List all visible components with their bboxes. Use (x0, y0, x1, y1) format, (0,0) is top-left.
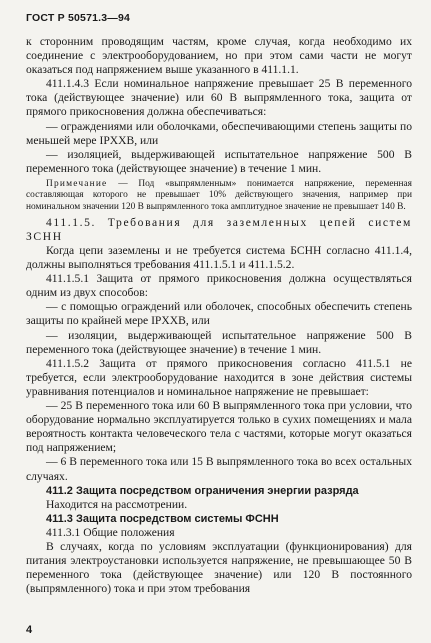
list-item-insulation: — изоляцией, выдерживающей испытательное напряжение 500 В переменного тока (действующее значение) в течение 1 мин. (26, 147, 412, 175)
paragraph-continuation: к сторонним проводящим частям, кроме случая, когда необходимо их соединение с электрооборудованием, но при этом сами части не могут оказаться под напряжением выше указанного в 411.1.1. (26, 35, 412, 77)
list-item-barriers: — с помощью ограждений или оболочек, способных обеспечить степень защиты по крайней мере IPXXB, или (26, 300, 412, 328)
list-item-insulation-2: — изоляции, выдерживающей испытательное напряжение 500 В переменного тока (действующее значение) в течение 1 мин. (26, 328, 412, 356)
note-text: — Под «выпрямленным» понимается напряжение, переменная составляющая которого не превышает 10% действующего значения, например при номинальном значении 120 В выпрямленного тока амплитудное значение не превышает 140 В. (26, 178, 412, 212)
paragraph-411-2: Находится на рассмотрении. (46, 497, 188, 511)
paragraph-411-1-5-intro: Когда цепи заземлены и не требуется система БСНН согласно 411.1.4, должны выполняться требования 411.1.5.1 и 411.1.5.2. (26, 244, 412, 272)
note (26, 179, 412, 213)
page-number: 4 (26, 624, 33, 636)
note-label: Примечание (46, 178, 108, 189)
paragraph-411-1-5-1: 411.1.5.1 Защита от прямого прикосновения должна осуществляться одним из двух способов: (26, 272, 412, 300)
section-heading-411-3: 411.3 Защита посредством системы ФСНН (46, 512, 279, 525)
list-item-6v: — 6 В переменного тока или 15 В выпрямленного тока во всех остальных случаях. (26, 455, 412, 483)
section-heading-411-2: 411.2 Защита посредством ограничения энергии разряда (46, 484, 359, 497)
document-body (26, 35, 412, 596)
document-header: ГОСТ Р 50571.3—94 (26, 12, 131, 24)
paragraph-411-1-4-3: 411.1.4.3 Если номинальное напряжение превышает 25 В переменного тока (действующее значение) или 60 В выпрямленного тока, защита от прямого прикосновения должна обеспечиваться: (26, 77, 412, 119)
paragraph-411-3-1: В случаях, когда по условиям эксплуатации (функционирования) для питания электроустановки используется напряжение, не превышающее 50 В переменного тока (действующее значение) или 120 В постоянного (выпрямленного) тока и при этом требования (26, 539, 412, 596)
list-item-enclosures: — ограждениями или оболочками, обеспечивающими степень защиты по меньшей мере IPXXB, или (26, 119, 412, 147)
section-heading-411-1-5: 411.1.5. Требования для заземленных цепей систем ЗСНН (26, 215, 412, 243)
list-item-25v: — 25 В переменного тока или 60 В выпрямленного тока при условии, что оборудование нормально эксплуатируется только в сухих помещениях и мала вероятность контакта человеческого тела с частями, которые могут оказаться под напряжением; (26, 399, 412, 455)
paragraph-411-1-5-2: 411.1.5.2 Защита от прямого прикосновения согласно 411.5.1 не требуется, если электрооборудование находится в зоне действия системы уравнивания потенциалов и номинальное напряжение не превышает: (26, 356, 412, 398)
subsection-heading-411-3-1: 411.3.1 Общие положения (46, 525, 175, 539)
